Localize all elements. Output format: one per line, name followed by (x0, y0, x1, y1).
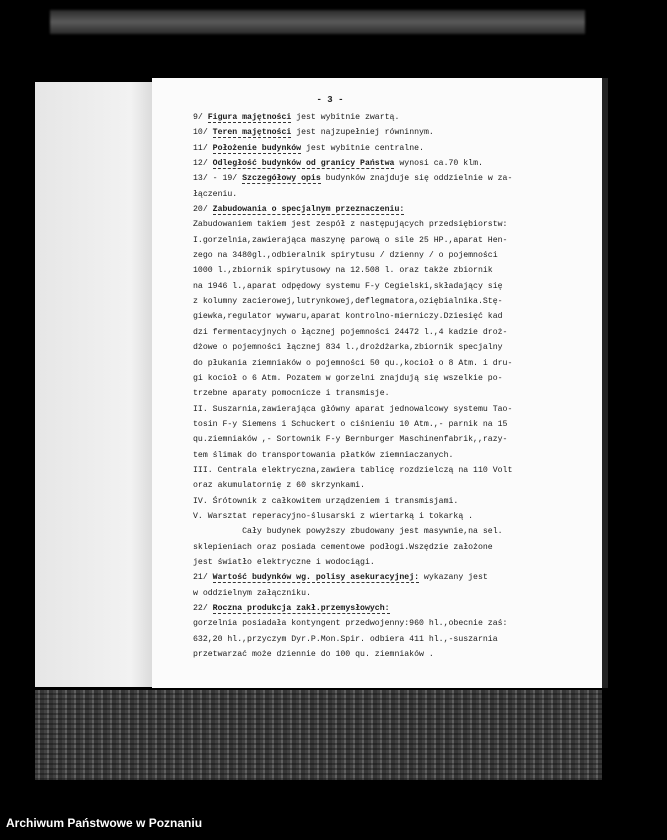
line-text: gi kocioł o 6 Atm. Pozatem w gorzelni znajdują się wszelkie po- (193, 373, 503, 383)
text-line (193, 632, 593, 647)
text-line (193, 555, 593, 570)
text-line (193, 463, 593, 478)
text-line (193, 540, 593, 555)
text-line (193, 294, 593, 309)
text-line (193, 309, 593, 324)
text-line (193, 171, 593, 186)
line-text: przetwarzać może dziennie do 100 qu. ziemniaków . (193, 650, 434, 660)
text-line (193, 494, 593, 509)
section-heading: Wartość budynków wg. polisy asekuracyjnej: (212, 573, 420, 583)
line-text: jest wybitnie zwartą. (291, 113, 400, 122)
text-line (193, 478, 593, 493)
section-heading: Położenie budynków (212, 143, 302, 153)
text-line (193, 233, 593, 248)
text-line (193, 248, 593, 263)
archive-footer: Archiwum Państwowe w Poznaniu (6, 816, 203, 830)
line-text: Cały budynek powyższy zbudowany jest masywnie,na sel. (193, 527, 503, 537)
text-line (193, 141, 593, 156)
text-line (193, 110, 593, 125)
text-line (193, 601, 593, 616)
line-text: 9/ (193, 113, 208, 122)
line-text: na 1946 l.,aparat odpędowy systemu F-y Cegielski,składający się (193, 281, 503, 291)
line-text: w oddzielnym załączniku. (193, 588, 311, 598)
line-text: II. Suszarnia,zawierająca główny aparat jednowalcowy systemu Tao- (193, 404, 513, 414)
line-text: jest wybitnie centralne. (301, 143, 424, 153)
line-text: giewka,regulator wywaru,aparat kontrolno-mierniczy.Dziesięć kad (193, 312, 503, 322)
line-text: trzebne aparaty pomocnicze i transmisje. (193, 389, 390, 399)
section-heading: Figura majętności (207, 113, 292, 122)
text-line (193, 509, 593, 524)
line-text: wynosi ca.70 klm. (394, 159, 483, 169)
line-text: do płukania ziemniaków o pojemności 50 qu.,kocioł o 8 Atm. i dru- (193, 358, 513, 368)
line-text: 11/ (193, 143, 213, 153)
line-text: jest najzupełniej równinnym. (291, 128, 434, 138)
section-heading: Odległość budynków od granicy Państwa (212, 159, 395, 169)
line-text: dzi fermentacyjnych o łącznej pojemności 24472 l.,4 kadzie droż- (193, 327, 508, 337)
line-text: 632,20 hl.,przyczym Dyr.P.Mon.Spir. odbiera 411 hl.,-suszarnia (193, 634, 498, 644)
text-line (193, 586, 593, 601)
text-line (193, 279, 593, 294)
section-heading: Szczegółowy opis (242, 174, 321, 184)
line-text: oraz akumulatornię z 60 skrzynkami. (193, 481, 365, 491)
document-text (193, 110, 593, 662)
line-text: 20/ (193, 205, 213, 215)
line-text: 13/ - 19/ (193, 174, 243, 184)
text-line (193, 647, 593, 662)
line-text: III. Centrala elektryczna,zawiera tablicę rozdzielczą na 110 Volt (193, 465, 513, 475)
text-line (193, 263, 593, 278)
line-text: łączeniu. (193, 189, 238, 199)
line-text: wykazany jest (419, 573, 488, 583)
line-text: Zabudowaniem takiem jest zespół z następujących przedsiębiorstw: (193, 220, 508, 230)
text-line (193, 356, 593, 371)
section-heading: Zabudowania o specjalnym przeznaczeniu: (212, 205, 405, 215)
text-line (193, 570, 593, 585)
scan-texture (35, 690, 602, 780)
text-line (193, 217, 593, 232)
line-text: jest światło elektryczne i wodociągi. (193, 557, 375, 567)
text-line (193, 125, 593, 140)
line-text: 21/ (193, 573, 213, 583)
line-text: budynków znajduje się oddzielnie w za- (320, 174, 513, 184)
page-fold (35, 82, 155, 687)
line-text: 10/ (193, 128, 213, 138)
text-line (193, 386, 593, 401)
text-line (193, 448, 593, 463)
text-line (193, 616, 593, 631)
scanner-bar (50, 10, 585, 34)
text-line (193, 202, 593, 217)
text-line (193, 325, 593, 340)
line-text: 1000 l.,zbiornik spirytusowy na 12.508 l. oraz także zbiornik (193, 266, 493, 276)
text-line (193, 187, 593, 202)
text-line (193, 371, 593, 386)
line-text: tem ślimak do transportowania płatków ziemniaczanych. (193, 450, 454, 460)
text-line (193, 340, 593, 355)
line-text: tosin F-y Siemens i Schuckert o ciśnieniu 10 Atm.,- parnik na 15 (193, 419, 508, 429)
text-line (193, 156, 593, 171)
line-text: dżowe o pojemności łącznej 834 l.,drożdżarka,zbiornik specjalny (193, 343, 503, 353)
line-text: 22/ (193, 604, 213, 613)
page-number: - 3 - (316, 95, 344, 105)
text-line (193, 417, 593, 432)
line-text: I.gorzelnia,zawierająca maszynę parową o sile 25 HP.,aparat Hen- (193, 235, 508, 245)
section-heading: Roczna produkcja zakł.przemysłowych: (212, 604, 390, 613)
line-text: IV. Śrótownik z całkowitem urządzeniem i transmisjami. (193, 496, 459, 506)
line-text: qu.ziemniaków ,- Sortownik F-y Bernburger Maschinenfabrik,,razy- (193, 435, 508, 445)
section-heading: Teren majętności (212, 128, 292, 138)
line-text: gorzelnia posiadała kontyngent przedwojenny:960 hl.,obecnie zaś: (193, 619, 508, 629)
text-line (193, 524, 593, 539)
text-line (193, 402, 593, 417)
line-text: V. Warsztat reperacyjno-ślusarski z wiertarką i tokarką . (193, 511, 474, 521)
line-text: 12/ (193, 159, 213, 169)
line-text: zego na 3480gl.,odbieralnik spirytusu / dzienny / o pojemności (193, 251, 498, 261)
text-line (193, 432, 593, 447)
line-text: sklepieniach oraz posiada cementowe podłogi.Wszędzie założone (193, 542, 493, 552)
line-text: z kolumny zacierowej,lutrynkowej,deflegmatora,oziębialnika.Stę- (193, 297, 503, 307)
